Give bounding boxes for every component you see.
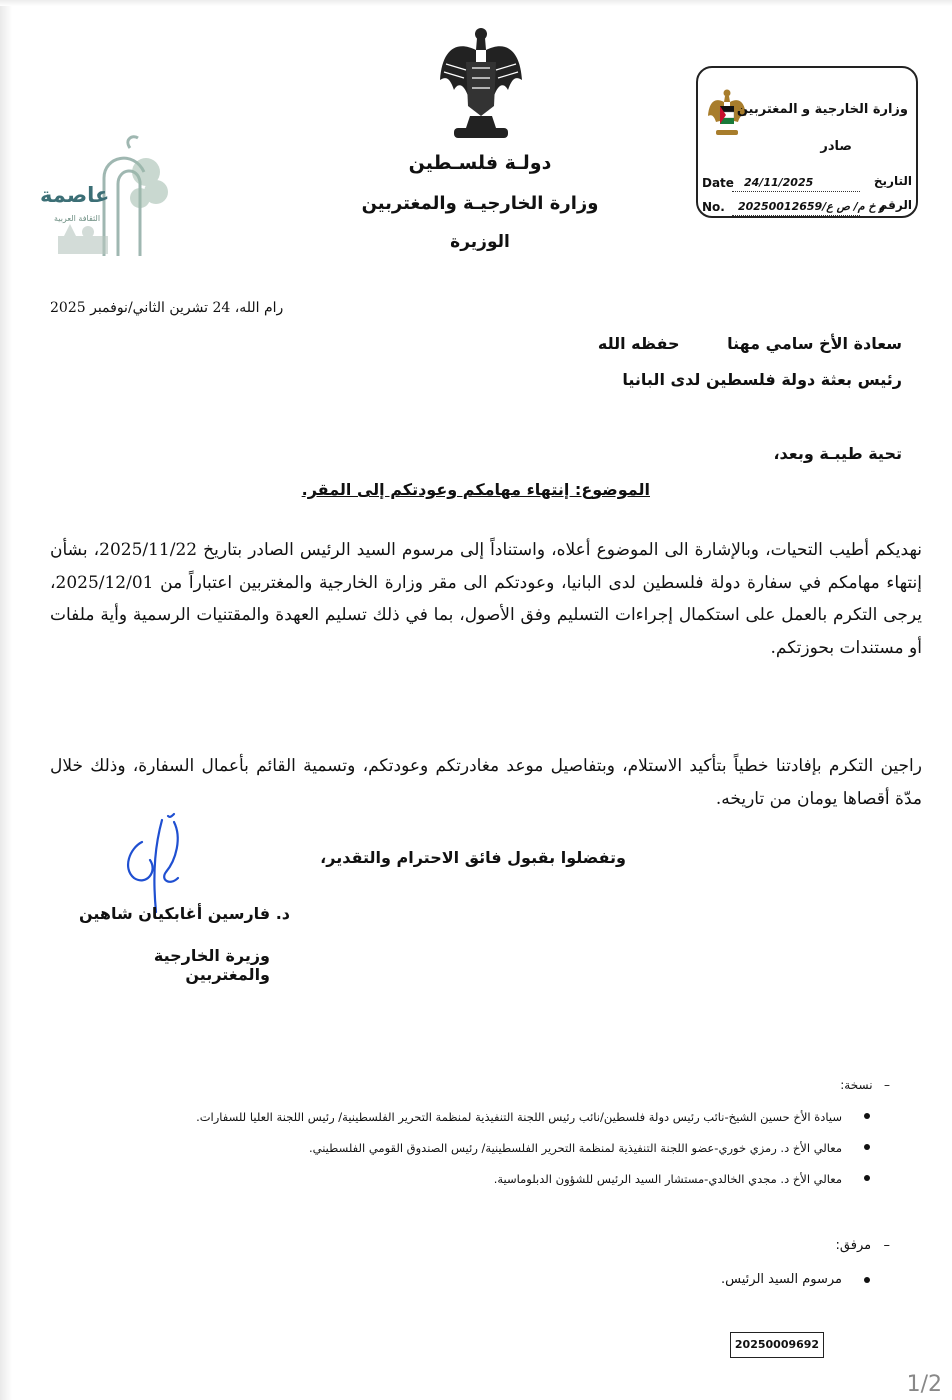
stamp-date-dotted-line [732,191,860,192]
signer-name: د. فارسين أغابكيان شاهين [78,904,290,923]
bullet-icon [864,1113,870,1119]
header-ministry-name: وزارة الخارجيـة والمغتربين [361,193,599,214]
stamp-number-label-ar: الرقم [878,198,912,212]
stamp-number-dotted-line [732,215,860,216]
handwritten-signature-icon [112,812,192,917]
stamp-date-label-ar: التاريخ [873,174,912,188]
greeting: تحية طيبـة وبعد، [773,444,902,463]
stamp-date-value: 24/11/2025 [744,176,814,189]
copies-label-text: نسخة: [840,1078,873,1092]
addressee-title: رئيس بعثة دولة فلسطين لدى البانيا [622,370,902,389]
place-and-date: رام الله، 24 تشرين الثاني/نوفمبر 2025 [50,300,284,316]
header-minister-label: الوزيرة [450,232,510,252]
copies-label: – نسخة: [840,1078,890,1092]
closing-line: وتفضلوا بقبول فائق الاحترام والتقدير، [320,848,626,867]
addressee-name: سعادة الأخ سامي مهنا [727,334,902,353]
attachments-list [542,1272,842,1287]
bullet-icon [864,1144,870,1150]
addressee-line [302,334,902,353]
signer-title: وزيرة الخارجية والمغتربين [153,946,270,984]
stamp-number-row [702,198,912,218]
stamp-ministry-name: وزارة الخارجية و المغتربين [736,102,908,117]
stamp-issued-label: صادر [820,139,852,154]
copies-item [82,1170,842,1201]
addressee-honorific: حفظه الله [597,334,680,353]
bullet-icon [864,1277,870,1283]
copies-item [82,1139,842,1170]
copies-item-text: سيادة الأخ حسين الشيخ-نائب رئيس دولة فلسطين/نائب رئيس اللجنة التنفيذية لمنظمة التحرير الفلسطينية/ رئيس اللجنة العليا للسفارات. [196,1110,842,1124]
bullet-icon [864,1175,870,1181]
body-paragraph-1: نهديكم أطيب التحيات، وبالإشارة الى الموضوع أعلاه، واستناداً إلى مرسوم السيد الرئيس الصادر بتاريخ 2025/11/22، بشأن إنتهاء مهامكم في سفارة دولة فلسطين لدى البانيا، وعودتكم الى مقر وزارة الخارجية والمغتربين اعتباراً من 2025/12/01، يرجى التكرم بالعمل على استكمال إجراءات التسليم وفق الأصول، بما في ذلك تسليم العهدة والمقتنيات الرسمية وأية ملفات أو مستندات بحوزتكم. [50,540,923,658]
jerusalem-logo-word: عاصمة [40,183,110,207]
stamp-number-value: 20250012659/و خ م/ ص ع [738,200,885,213]
page-indicator: 1/2 [906,1372,942,1397]
subject-line: الموضوع: إنتهاء مهامكم وعودتكم إلى المقر. [301,480,650,499]
attachments-label: – مرفق: [835,1238,890,1253]
attachments-item [542,1272,842,1287]
copies-list [82,1108,842,1201]
stamp-date-label-en: Date [702,176,734,190]
jerusalem-logo-subtitle: الثقافة العربية [54,214,101,223]
stamp-number-label-en: No. [702,200,725,214]
scan-edge-top [0,0,952,6]
document-number-box: 20250009692 [730,1332,824,1358]
stamp-date-row [702,174,912,194]
header-state-name: دولـة فلسـطين [408,152,552,174]
palestine-eagle-emblem-icon [436,20,526,144]
body-paragraph-2: راجين التكرم بإفادتنا خطياً بتأكيد الاستلام، وبتفاصيل موعد مغادرتكم وعودتكم، وتسمية القائم بأعمال السفارة، وذلك خلال مدّة أقصاها يومان من تاريخه. [50,756,922,809]
attachments-label-text: مرفق: [835,1238,872,1253]
attachments-item-text: مرسوم السيد الرئيس. [721,1272,842,1287]
copies-item-text: معالي الأخ د. مجدي الخالدي-مستشار السيد الرئيس للشؤون الدبلوماسية. [493,1172,842,1186]
scan-edge-left [0,0,12,1400]
outgoing-stamp [696,66,918,218]
copies-item-text: معالي الأخ د. رمزي خوري-عضو اللجنة التنفيذية لمنظمة التحرير الفلسطينية/ رئيس الصندوق القومي الفلسطيني. [308,1141,842,1155]
copies-item [82,1108,842,1139]
